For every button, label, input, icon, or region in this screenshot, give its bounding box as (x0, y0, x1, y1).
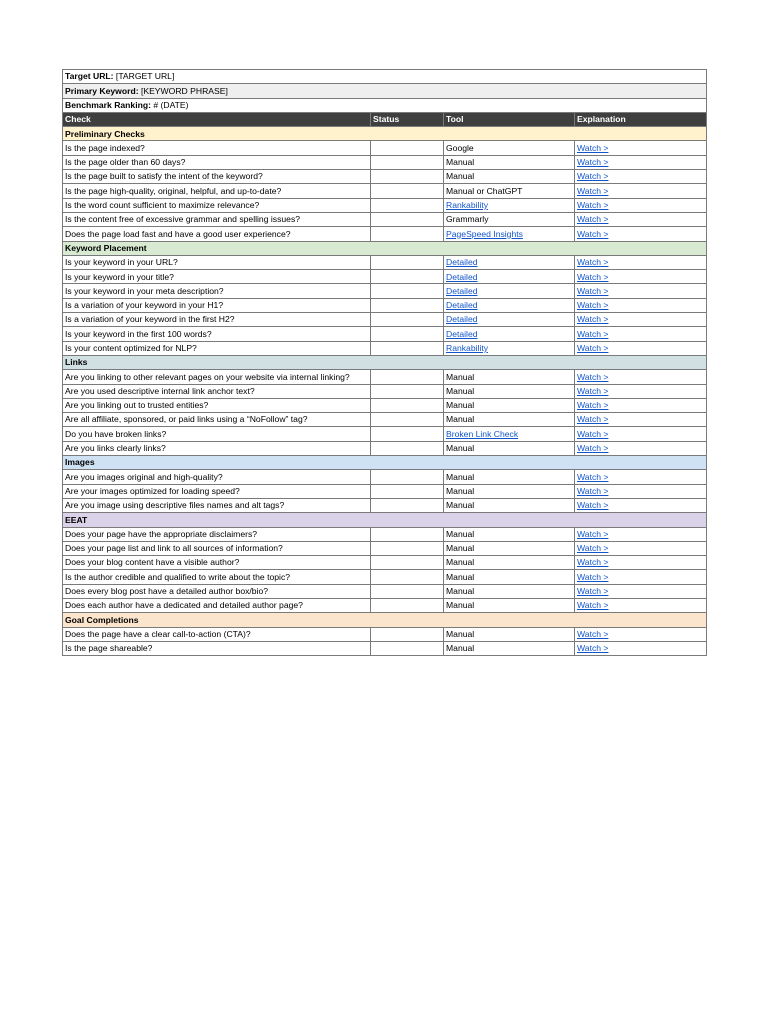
tool-cell[interactable] (444, 284, 575, 298)
explanation-cell[interactable] (575, 198, 707, 212)
status-cell[interactable] (371, 327, 444, 341)
watch-link[interactable]: Watch > (577, 214, 609, 225)
checklist-row (63, 298, 707, 312)
status-cell[interactable] (371, 155, 444, 169)
watch-link[interactable]: Watch > (577, 385, 609, 396)
explanation-cell[interactable] (575, 541, 707, 555)
explanation-cell[interactable] (575, 527, 707, 541)
section-title: Goal Completions (63, 613, 707, 627)
check-cell[interactable]: Are you links clearly links? (63, 441, 371, 455)
explanation-cell[interactable] (575, 227, 707, 241)
status-cell[interactable] (371, 627, 444, 641)
target-url-row (63, 70, 707, 84)
watch-link[interactable]: Watch > (577, 586, 609, 597)
watch-link[interactable]: Watch > (577, 557, 609, 568)
checklist-row (63, 627, 707, 641)
explanation-cell[interactable] (575, 470, 707, 484)
checklist-row (63, 598, 707, 612)
status-cell[interactable] (371, 298, 444, 312)
checklist-row (63, 470, 707, 484)
tool-text: Manual (446, 400, 475, 411)
status-cell[interactable] (371, 313, 444, 327)
section-title: Preliminary Checks (63, 127, 707, 141)
status-cell[interactable] (371, 541, 444, 555)
watch-link[interactable]: Watch > (577, 285, 609, 296)
check-cell[interactable]: Are all affiliate, sponsored, or paid links using a “NoFollow” tag? (63, 413, 371, 427)
tool-text: Manual (446, 157, 475, 168)
tool-cell[interactable] (444, 398, 575, 412)
tool-link[interactable]: Broken Link Check (446, 428, 519, 439)
checklist-row (63, 484, 707, 498)
section-title: Keyword Placement (63, 241, 707, 255)
check-cell[interactable]: Does every blog post have a detailed author box/bio? (63, 584, 371, 598)
status-cell[interactable] (371, 441, 444, 455)
checklist-row (63, 641, 707, 655)
explanation-cell[interactable] (575, 212, 707, 226)
tool-text: Manual (446, 600, 475, 611)
checklist-row (63, 313, 707, 327)
tool-cell[interactable] (444, 556, 575, 570)
watch-link[interactable]: Watch > (577, 228, 609, 239)
tool-cell[interactable] (444, 384, 575, 398)
explanation-cell[interactable] (575, 441, 707, 455)
status-cell[interactable] (371, 398, 444, 412)
check-cell[interactable]: Does your page have the appropriate disclaimers? (63, 527, 371, 541)
tool-link[interactable]: Detailed (446, 257, 478, 268)
status-cell[interactable] (371, 556, 444, 570)
tool-link[interactable]: Rankability (446, 342, 489, 353)
section-header-row (63, 127, 707, 141)
check-cell[interactable]: Is your keyword in the first 100 words? (63, 327, 371, 341)
seo-checklist-table (62, 69, 707, 656)
tool-cell[interactable] (444, 255, 575, 269)
section-title: Links (63, 355, 707, 369)
header-tool: Tool (444, 112, 575, 126)
checklist-row (63, 413, 707, 427)
tool-cell[interactable] (444, 527, 575, 541)
check-cell[interactable]: Are you images original and high-quality? (63, 470, 371, 484)
primary-keyword-label: Primary Keyword: (65, 85, 139, 96)
tool-link[interactable]: Detailed (446, 328, 478, 339)
tool-cell[interactable] (444, 198, 575, 212)
tool-cell[interactable] (444, 370, 575, 384)
check-cell[interactable]: Is the content free of excessive grammar and spelling issues? (63, 212, 371, 226)
checklist-row (63, 384, 707, 398)
check-cell[interactable]: Does the page have a clear call-to-action (CTA)? (63, 627, 371, 641)
tool-text: Manual (446, 371, 475, 382)
primary-keyword-value: [KEYWORD PHRASE] (138, 85, 228, 96)
benchmark-ranking-row (63, 98, 707, 112)
watch-link[interactable]: Watch > (577, 328, 609, 339)
tool-text: Manual (446, 557, 475, 568)
section-header-row (63, 613, 707, 627)
tool-cell[interactable] (444, 155, 575, 169)
explanation-cell[interactable] (575, 170, 707, 184)
checklist-row (63, 527, 707, 541)
tool-text: Manual (446, 528, 475, 539)
status-cell[interactable] (371, 370, 444, 384)
tool-cell[interactable] (444, 470, 575, 484)
check-cell[interactable]: Is a variation of your keyword in your H1? (63, 298, 371, 312)
watch-link[interactable]: Watch > (577, 528, 609, 539)
status-cell[interactable] (371, 141, 444, 155)
tool-text: Manual (446, 643, 475, 654)
tool-cell[interactable] (444, 598, 575, 612)
tool-cell[interactable] (444, 498, 575, 512)
section-title: Images (63, 456, 707, 470)
check-cell[interactable]: Is your keyword in your URL? (63, 255, 371, 269)
explanation-cell[interactable] (575, 498, 707, 512)
status-cell[interactable] (371, 284, 444, 298)
tool-text: Manual or ChatGPT (446, 185, 523, 196)
status-cell[interactable] (371, 527, 444, 541)
section-header-row (63, 513, 707, 527)
checklist-row (63, 398, 707, 412)
status-cell[interactable] (371, 384, 444, 398)
watch-link[interactable]: Watch > (577, 485, 609, 496)
check-cell[interactable]: Are you linking to other relevant pages on your website via internal linking? (63, 370, 371, 384)
watch-link[interactable]: Watch > (577, 571, 609, 582)
target-url-cell[interactable] (63, 70, 707, 84)
column-header-row (63, 112, 707, 126)
check-cell[interactable]: Is the word count sufficient to maximize relevance? (63, 198, 371, 212)
checklist-row (63, 341, 707, 355)
check-cell[interactable]: Is a variation of your keyword in the first H2? (63, 313, 371, 327)
tool-text: Manual (446, 571, 475, 582)
checklist-row (63, 427, 707, 441)
status-cell[interactable] (371, 427, 444, 441)
checklist-row (63, 198, 707, 212)
checklist-row (63, 255, 707, 269)
tool-cell[interactable] (444, 184, 575, 198)
check-cell[interactable]: Is your keyword in your meta description? (63, 284, 371, 298)
tool-cell[interactable] (444, 441, 575, 455)
status-cell[interactable] (371, 227, 444, 241)
tool-link[interactable]: Detailed (446, 271, 478, 282)
watch-link[interactable]: Watch > (577, 200, 609, 211)
explanation-cell[interactable] (575, 384, 707, 398)
tool-link[interactable]: PageSpeed Insights (446, 228, 523, 239)
explanation-cell[interactable] (575, 327, 707, 341)
checklist-row (63, 584, 707, 598)
watch-link[interactable]: Watch > (577, 257, 609, 268)
target-url-label: Target URL: (65, 71, 114, 82)
header-status: Status (371, 112, 444, 126)
check-cell[interactable]: Is the author credible and qualified to write about the topic? (63, 570, 371, 584)
check-cell[interactable]: Is the page built to satisfy the intent of the keyword? (63, 170, 371, 184)
checklist-row (63, 556, 707, 570)
explanation-cell[interactable] (575, 284, 707, 298)
benchmark-ranking-value: # (DATE) (150, 99, 189, 110)
watch-link[interactable]: Watch > (577, 543, 609, 554)
watch-link[interactable]: Watch > (577, 400, 609, 411)
header-check: Check (63, 112, 371, 126)
section-header-row (63, 241, 707, 255)
status-cell[interactable] (371, 341, 444, 355)
explanation-cell[interactable] (575, 627, 707, 641)
watch-link[interactable]: Watch > (577, 157, 609, 168)
checklist-row (63, 498, 707, 512)
tool-text: Manual (446, 485, 475, 496)
tool-text: Manual (446, 414, 475, 425)
status-cell[interactable] (371, 413, 444, 427)
check-cell[interactable]: Is your keyword in your title? (63, 270, 371, 284)
target-url-value: [TARGET URL] (113, 71, 175, 82)
watch-link[interactable]: Watch > (577, 443, 609, 454)
explanation-cell[interactable] (575, 641, 707, 655)
watch-link[interactable]: Watch > (577, 600, 609, 611)
status-cell[interactable] (371, 270, 444, 284)
section-title: EEAT (63, 513, 707, 527)
tool-link[interactable]: Detailed (446, 300, 478, 311)
tool-text: Grammarly (446, 214, 489, 225)
tool-cell[interactable] (444, 170, 575, 184)
status-cell[interactable] (371, 484, 444, 498)
tool-cell[interactable] (444, 298, 575, 312)
status-cell[interactable] (371, 584, 444, 598)
tool-link[interactable]: Rankability (446, 200, 489, 211)
check-cell[interactable]: Are you image using descriptive files names and alt tags? (63, 498, 371, 512)
check-cell[interactable]: Are you linking out to trusted entities? (63, 398, 371, 412)
tool-text: Manual (446, 443, 475, 454)
check-cell[interactable]: Are you used descriptive internal link anchor text? (63, 384, 371, 398)
explanation-cell[interactable] (575, 484, 707, 498)
checklist-row (63, 212, 707, 226)
benchmark-ranking-label: Benchmark Ranking: (65, 99, 151, 110)
watch-link[interactable]: Watch > (577, 342, 609, 353)
status-cell[interactable] (371, 598, 444, 612)
explanation-cell[interactable] (575, 427, 707, 441)
explanation-cell[interactable] (575, 155, 707, 169)
tool-cell[interactable] (444, 570, 575, 584)
checklist-row (63, 541, 707, 555)
primary-keyword-cell[interactable] (63, 84, 707, 98)
explanation-cell[interactable] (575, 255, 707, 269)
tool-cell[interactable] (444, 641, 575, 655)
status-cell[interactable] (371, 641, 444, 655)
tool-cell[interactable] (444, 427, 575, 441)
explanation-cell[interactable] (575, 598, 707, 612)
checklist-row (63, 227, 707, 241)
tool-cell[interactable] (444, 227, 575, 241)
benchmark-ranking-cell[interactable] (63, 98, 707, 112)
check-cell[interactable]: Is the page high-quality, original, helpful, and up-to-date? (63, 184, 371, 198)
check-cell[interactable]: Does each author have a dedicated and detailed author page? (63, 598, 371, 612)
check-cell[interactable]: Is the page older than 60 days? (63, 155, 371, 169)
explanation-cell[interactable] (575, 370, 707, 384)
tool-cell[interactable] (444, 627, 575, 641)
tool-cell[interactable] (444, 212, 575, 226)
explanation-cell[interactable] (575, 556, 707, 570)
tool-text: Manual (446, 471, 475, 482)
check-cell[interactable]: Is your content optimized for NLP? (63, 341, 371, 355)
explanation-cell[interactable] (575, 398, 707, 412)
tool-text: Manual (446, 628, 475, 639)
checklist-row (63, 570, 707, 584)
section-header-row (63, 355, 707, 369)
checklist-row (63, 441, 707, 455)
checklist-row (63, 141, 707, 155)
tool-cell[interactable] (444, 341, 575, 355)
header-explanation: Explanation (575, 112, 707, 126)
check-cell[interactable]: Are your images optimized for loading speed? (63, 484, 371, 498)
tool-link[interactable]: Detailed (446, 285, 478, 296)
tool-cell[interactable] (444, 584, 575, 598)
tool-cell[interactable] (444, 541, 575, 555)
check-cell[interactable]: Does the page load fast and have a good user experience? (63, 227, 371, 241)
watch-link[interactable]: Watch > (577, 414, 609, 425)
tool-text: Manual (446, 586, 475, 597)
watch-link[interactable]: Watch > (577, 500, 609, 511)
watch-link[interactable]: Watch > (577, 314, 609, 325)
checklist-row (63, 327, 707, 341)
check-cell[interactable]: Is the page shareable? (63, 641, 371, 655)
checklist-row (63, 270, 707, 284)
explanation-cell[interactable] (575, 584, 707, 598)
status-cell[interactable] (371, 470, 444, 484)
status-cell[interactable] (371, 498, 444, 512)
watch-link[interactable]: Watch > (577, 428, 609, 439)
watch-link[interactable]: Watch > (577, 171, 609, 182)
explanation-cell[interactable] (575, 313, 707, 327)
watch-link[interactable]: Watch > (577, 185, 609, 196)
status-cell[interactable] (371, 184, 444, 198)
tool-cell[interactable] (444, 413, 575, 427)
explanation-cell[interactable] (575, 141, 707, 155)
tool-text: Manual (446, 543, 475, 554)
check-cell[interactable]: Does your page list and link to all sources of information? (63, 541, 371, 555)
tool-text: Manual (446, 385, 475, 396)
watch-link[interactable]: Watch > (577, 471, 609, 482)
status-cell[interactable] (371, 170, 444, 184)
status-cell[interactable] (371, 198, 444, 212)
explanation-cell[interactable] (575, 570, 707, 584)
tool-cell[interactable] (444, 270, 575, 284)
watch-link[interactable]: Watch > (577, 271, 609, 282)
checklist-row (63, 284, 707, 298)
checklist-row (63, 170, 707, 184)
watch-link[interactable]: Watch > (577, 371, 609, 382)
checklist-row (63, 155, 707, 169)
explanation-cell[interactable] (575, 184, 707, 198)
tool-cell[interactable] (444, 327, 575, 341)
status-cell[interactable] (371, 255, 444, 269)
explanation-cell[interactable] (575, 270, 707, 284)
watch-link[interactable]: Watch > (577, 142, 609, 153)
explanation-cell[interactable] (575, 341, 707, 355)
explanation-cell[interactable] (575, 413, 707, 427)
watch-link[interactable]: Watch > (577, 643, 609, 654)
section-header-row (63, 456, 707, 470)
primary-keyword-row (63, 84, 707, 98)
check-cell[interactable]: Is the page indexed? (63, 141, 371, 155)
tool-link[interactable]: Detailed (446, 314, 478, 325)
check-cell[interactable]: Does your blog content have a visible author? (63, 556, 371, 570)
checklist-row (63, 370, 707, 384)
check-cell[interactable]: Do you have broken links? (63, 427, 371, 441)
tool-cell[interactable] (444, 313, 575, 327)
checklist-row (63, 184, 707, 198)
tool-cell[interactable] (444, 141, 575, 155)
explanation-cell[interactable] (575, 298, 707, 312)
tool-text: Manual (446, 171, 475, 182)
tool-text: Manual (446, 500, 475, 511)
status-cell[interactable] (371, 212, 444, 226)
status-cell[interactable] (371, 570, 444, 584)
tool-cell[interactable] (444, 484, 575, 498)
watch-link[interactable]: Watch > (577, 628, 609, 639)
watch-link[interactable]: Watch > (577, 300, 609, 311)
tool-text: Google (446, 142, 474, 153)
